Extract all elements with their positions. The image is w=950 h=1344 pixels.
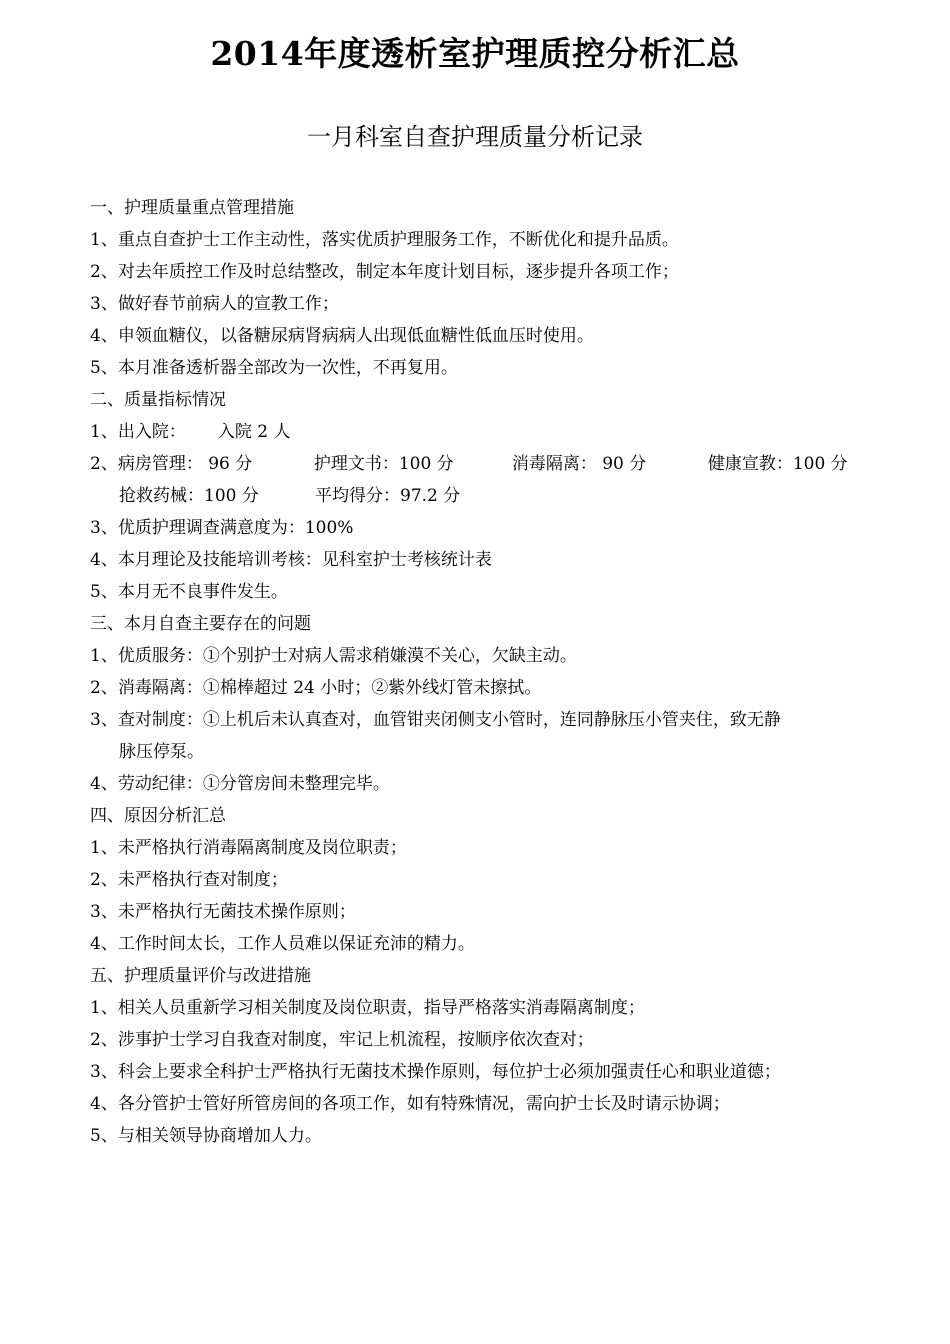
improvement-item-4: 4、各分管护士管好所管房间的各项工作，如有特殊情况，需向护士长及时请示协调； bbox=[90, 1094, 730, 1114]
measure-item-3: 3、做好春节前病人的宣教工作； bbox=[90, 294, 339, 314]
indicator-item-5: 5、本月无不良事件发生。 bbox=[90, 582, 288, 602]
cause-item-2: 2、未严格执行查对制度； bbox=[90, 870, 288, 890]
measure-item-1: 1、重点自查护士工作主动性，落实优质护理服务工作，不断优化和提升品质。 bbox=[90, 230, 679, 250]
cause-item-3: 3、未严格执行无菌技术操作原则； bbox=[90, 902, 356, 922]
problem-item-2: 2、消毒隔离：①棉棒超过 24 小时；②紫外线灯管未擦拭。 bbox=[90, 678, 542, 698]
section-heading-quality-indicators: 二、质量指标情况 bbox=[90, 390, 226, 410]
score-ward-management: 病房管理： 96 分 bbox=[117, 454, 253, 474]
improvement-item-2: 2、涉事护士学习自我查对制度，牢记上机流程，按顺序依次查对； bbox=[90, 1030, 594, 1050]
score-nursing-documents: 护理文书：100 分 bbox=[313, 454, 454, 474]
section-heading-cause-analysis: 四、原因分析汇总 bbox=[90, 806, 226, 826]
score-rescue-drugs: 抢救药械：100 分 bbox=[119, 486, 259, 506]
problem-item-3-continued: 脉压停泵。 bbox=[119, 742, 204, 762]
score-disinfection-isolation: 消毒隔离： 90 分 bbox=[511, 454, 647, 474]
indicator-scores-row-1 bbox=[90, 448, 870, 480]
indicator-scores-prefix: 2、 bbox=[90, 454, 118, 474]
problem-item-1: 1、优质服务：①个别护士对病人需求稍嫌漠不关心，欠缺主动。 bbox=[90, 646, 577, 666]
measure-item-4: 4、申领血糖仪，以备糖尿病肾病病人出现低血糖性低血压时使用。 bbox=[90, 326, 594, 346]
score-health-education: 健康宣教：100 分 bbox=[707, 454, 848, 474]
document-title: 2014年度透析室护理质控分析汇总 bbox=[210, 34, 740, 73]
cause-item-4: 4、工作时间太长，工作人员难以保证充沛的精力。 bbox=[90, 934, 475, 954]
indicator-admissions-value: 入院 2 人 bbox=[217, 422, 291, 442]
indicator-admissions bbox=[90, 416, 870, 448]
improvement-item-1: 1、相关人员重新学习相关制度及岗位职责，指导严格落实消毒隔离制度； bbox=[90, 998, 645, 1018]
improvement-item-5: 5、与相关领导协商增加人力。 bbox=[90, 1126, 322, 1146]
indicator-scores-row-2 bbox=[90, 480, 870, 512]
problem-item-3: 3、查对制度：①上机后未认真查对，血管钳夹闭侧支小管时，连同静脉压小管夹住，致无静 bbox=[90, 710, 781, 730]
indicator-admissions-label: 1、出入院： bbox=[90, 422, 186, 442]
measure-item-2: 2、对去年质控工作及时总结整改，制定本年度计划目标，逐步提升各项工作； bbox=[90, 262, 679, 282]
document-subtitle: 一月科室自查护理质量分析记录 bbox=[307, 123, 643, 151]
section-heading-improvement: 五、护理质量评价与改进措施 bbox=[90, 966, 311, 986]
measure-item-5: 5、本月准备透析器全部改为一次性，不再复用。 bbox=[90, 358, 458, 378]
improvement-item-3: 3、科会上要求全科护士严格执行无菌技术操作原则，每位护士必须加强责任心和职业道德； bbox=[90, 1062, 781, 1082]
section-heading-problems: 三、本月自查主要存在的问题 bbox=[90, 614, 311, 634]
problem-item-4: 4、劳动纪律：①分管房间未整理完毕。 bbox=[90, 774, 390, 794]
indicator-item-3: 3、优质护理调查满意度为：100% bbox=[90, 518, 354, 538]
section-heading-management-measures: 一、护理质量重点管理措施 bbox=[90, 198, 294, 218]
document-body bbox=[90, 192, 870, 1152]
score-average: 平均得分：97.2 分 bbox=[315, 486, 461, 506]
cause-item-1: 1、未严格执行消毒隔离制度及岗位职责； bbox=[90, 838, 407, 858]
indicator-item-4: 4、本月理论及技能培训考核：见科室护士考核统计表 bbox=[90, 550, 492, 570]
